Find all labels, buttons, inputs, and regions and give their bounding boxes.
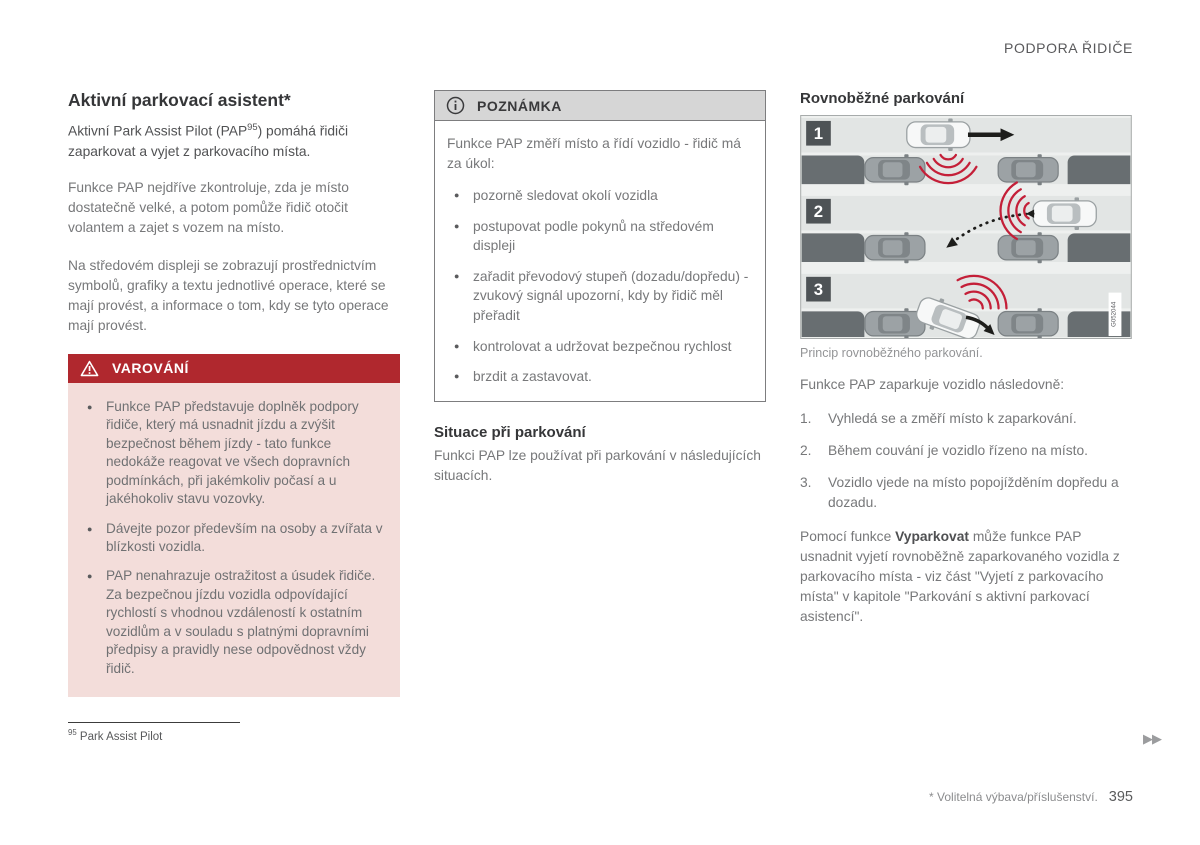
footnote-ref: 95 bbox=[247, 122, 258, 132]
step-number: 3 bbox=[813, 280, 824, 300]
paragraph: Funkce PAP zaparkuje vozidlo následovně: bbox=[800, 377, 1065, 392]
running-header: PODPORA ŘIDIČE bbox=[1004, 40, 1133, 56]
step-number: 1 bbox=[813, 124, 824, 144]
parked-car-icon bbox=[998, 232, 1058, 263]
figure-code-label bbox=[1109, 293, 1122, 336]
menu-label-bold: Vyparkovat bbox=[895, 529, 969, 544]
page-title: Aktivní parkovací asistent* bbox=[68, 90, 291, 110]
outro-text-end: může funkce PAP usnadnit vyjetí rovnoběžně zaparkovaného vozidla z parkovacího místa - viz část "Vyjetí z parkovacího místa" v kapitole "Parkování s aktivní parkovací asistencí". bbox=[800, 529, 1120, 624]
footnote-rule bbox=[68, 722, 240, 723]
note-box bbox=[434, 90, 766, 402]
list-item-text: zařadit převodový stupeň (dozadu/dopředu) - zvukový signál upozorní, kdy by řidič měl přeřadit bbox=[473, 268, 749, 324]
parallel-parking-figure bbox=[800, 115, 1132, 339]
svg-text:G052044: G052044 bbox=[1110, 301, 1118, 327]
list-item-text: kontrolovat a udržovat bezpečnou rychlost bbox=[473, 338, 732, 354]
no-parking-zone bbox=[802, 233, 865, 262]
info-icon bbox=[446, 96, 465, 115]
no-parking-zone bbox=[802, 311, 865, 337]
no-parking-zone bbox=[1068, 155, 1131, 184]
parked-car-icon bbox=[865, 154, 925, 185]
step-text: Vyhledá se a změří místo k zaparkování. bbox=[828, 411, 1077, 426]
list-item-text: postupovat podle pokynů na středovém displeji bbox=[473, 218, 714, 254]
list-item bbox=[447, 186, 752, 206]
no-parking-zone bbox=[1068, 233, 1131, 262]
bullet-icon bbox=[447, 186, 473, 206]
bullet-icon bbox=[447, 367, 473, 387]
warning-title: VAROVÁNÍ bbox=[112, 360, 189, 377]
bullet-icon bbox=[80, 520, 106, 557]
step-number: 2. bbox=[800, 443, 812, 458]
column-right bbox=[800, 90, 1132, 645]
section-title: Rovnoběžné parkování bbox=[800, 90, 965, 107]
list-item-text: PAP nenahrazuje ostražitost a úsudek řidiče. Za bezpečnou jízdu vozidla odpovídající rychlostí s vhodnou vzdáleností k ostatním vozidlům a v souladu s platnými dopravními předpisy a pravidly nese odpovědnost vždy řidič. bbox=[106, 568, 376, 676]
list-item-text: Funkce PAP představuje doplněk podpory řidiče, který má usnadnit jízdu a zvýšit bezpečnost během jízdy - tato funkce nedokáže reagovat ve všech dopravních podmínkách, při jakémkoliv počasí a u jakéhokoliv stavu vozovky. bbox=[106, 398, 359, 507]
ego-car-icon bbox=[907, 118, 970, 151]
outro-text: Pomocí funkce bbox=[800, 529, 896, 544]
footnote-number: 95 bbox=[68, 728, 77, 737]
paragraph bbox=[800, 527, 1132, 627]
lead-text-end: ) pomáhá řidiči zaparkovat a vyjet z parkovacího místa. bbox=[68, 123, 349, 159]
footnote-text: Park Assist Pilot bbox=[76, 730, 163, 743]
next-page-icon: ▶▶ bbox=[1143, 731, 1161, 746]
option-note: * Volitelná výbava/příslušenství. bbox=[929, 790, 1098, 804]
list-item bbox=[80, 398, 386, 509]
list-item bbox=[80, 567, 386, 678]
note-title: POZNÁMKA bbox=[477, 97, 562, 114]
parked-car-icon bbox=[998, 308, 1058, 339]
lead-text: Aktivní Park Assist Pilot (PAP bbox=[68, 123, 248, 139]
parked-car-icon bbox=[865, 308, 925, 339]
paragraph: Na středovém displeji se zobrazují prostřednictvím symbolů, grafiky a textu jednotlivé operace, které se mají provést, a informace o tom, kdy se tyto operace mají provést. bbox=[68, 257, 389, 333]
note-body bbox=[435, 121, 765, 401]
step-number: 3. bbox=[800, 475, 812, 490]
numbered-step bbox=[800, 441, 1132, 461]
parked-car-icon bbox=[865, 232, 925, 263]
list-item-text: Dávejte pozor především na osoby a zvířata v blízkosti vozidla. bbox=[106, 520, 383, 554]
ego-car-icon bbox=[1033, 197, 1096, 230]
paragraph: Funkce PAP nejdříve zkontroluje, zda je místo dostatečně velké, a potom pomůže řidič otočit volantem a zajet s vozem na místo. bbox=[68, 179, 349, 235]
paragraph: Funkci PAP lze používat při parkování v následujících situacích. bbox=[434, 447, 761, 483]
bullet-icon bbox=[80, 398, 106, 509]
warning-triangle-icon bbox=[80, 360, 99, 377]
warning-body bbox=[68, 383, 400, 698]
step-number: 2 bbox=[813, 202, 824, 222]
list-item bbox=[447, 367, 752, 387]
bullet-icon bbox=[447, 267, 473, 326]
bullet-icon bbox=[447, 217, 473, 256]
step-number: 1. bbox=[800, 411, 812, 426]
warning-box bbox=[68, 354, 400, 698]
list-item bbox=[447, 337, 752, 357]
lead-paragraph bbox=[68, 121, 400, 162]
note-header bbox=[435, 91, 765, 121]
page-number: 395 bbox=[1108, 789, 1133, 805]
column-middle bbox=[434, 90, 766, 504]
step-text: Vozidlo vjede na místo popojížděním dopředu a dozadu. bbox=[828, 475, 1119, 510]
numbered-step bbox=[800, 473, 1132, 513]
warning-header bbox=[68, 354, 400, 383]
list-item bbox=[80, 520, 386, 557]
footnote bbox=[68, 722, 268, 743]
bullet-icon bbox=[447, 337, 473, 357]
column-left bbox=[68, 90, 400, 697]
numbered-step bbox=[800, 409, 1132, 429]
page-footer bbox=[929, 789, 1133, 805]
list-item bbox=[447, 267, 752, 326]
figure-caption: Princip rovnoběžného parkování. bbox=[800, 346, 983, 360]
bullet-icon bbox=[80, 567, 106, 678]
no-parking-zone bbox=[802, 155, 865, 184]
list-item-text: brzdit a zastavovat. bbox=[473, 369, 592, 385]
list-item-text: pozorně sledovat okolí vozidla bbox=[473, 188, 658, 204]
step-text: Během couvání je vozidlo řízeno na místo. bbox=[828, 443, 1088, 458]
note-intro: Funkce PAP změří místo a řídí vozidlo - řidič má za úkol: bbox=[447, 136, 741, 171]
section-title: Situace při parkování bbox=[434, 423, 586, 441]
list-item bbox=[447, 217, 752, 256]
parked-car-icon bbox=[998, 154, 1058, 185]
